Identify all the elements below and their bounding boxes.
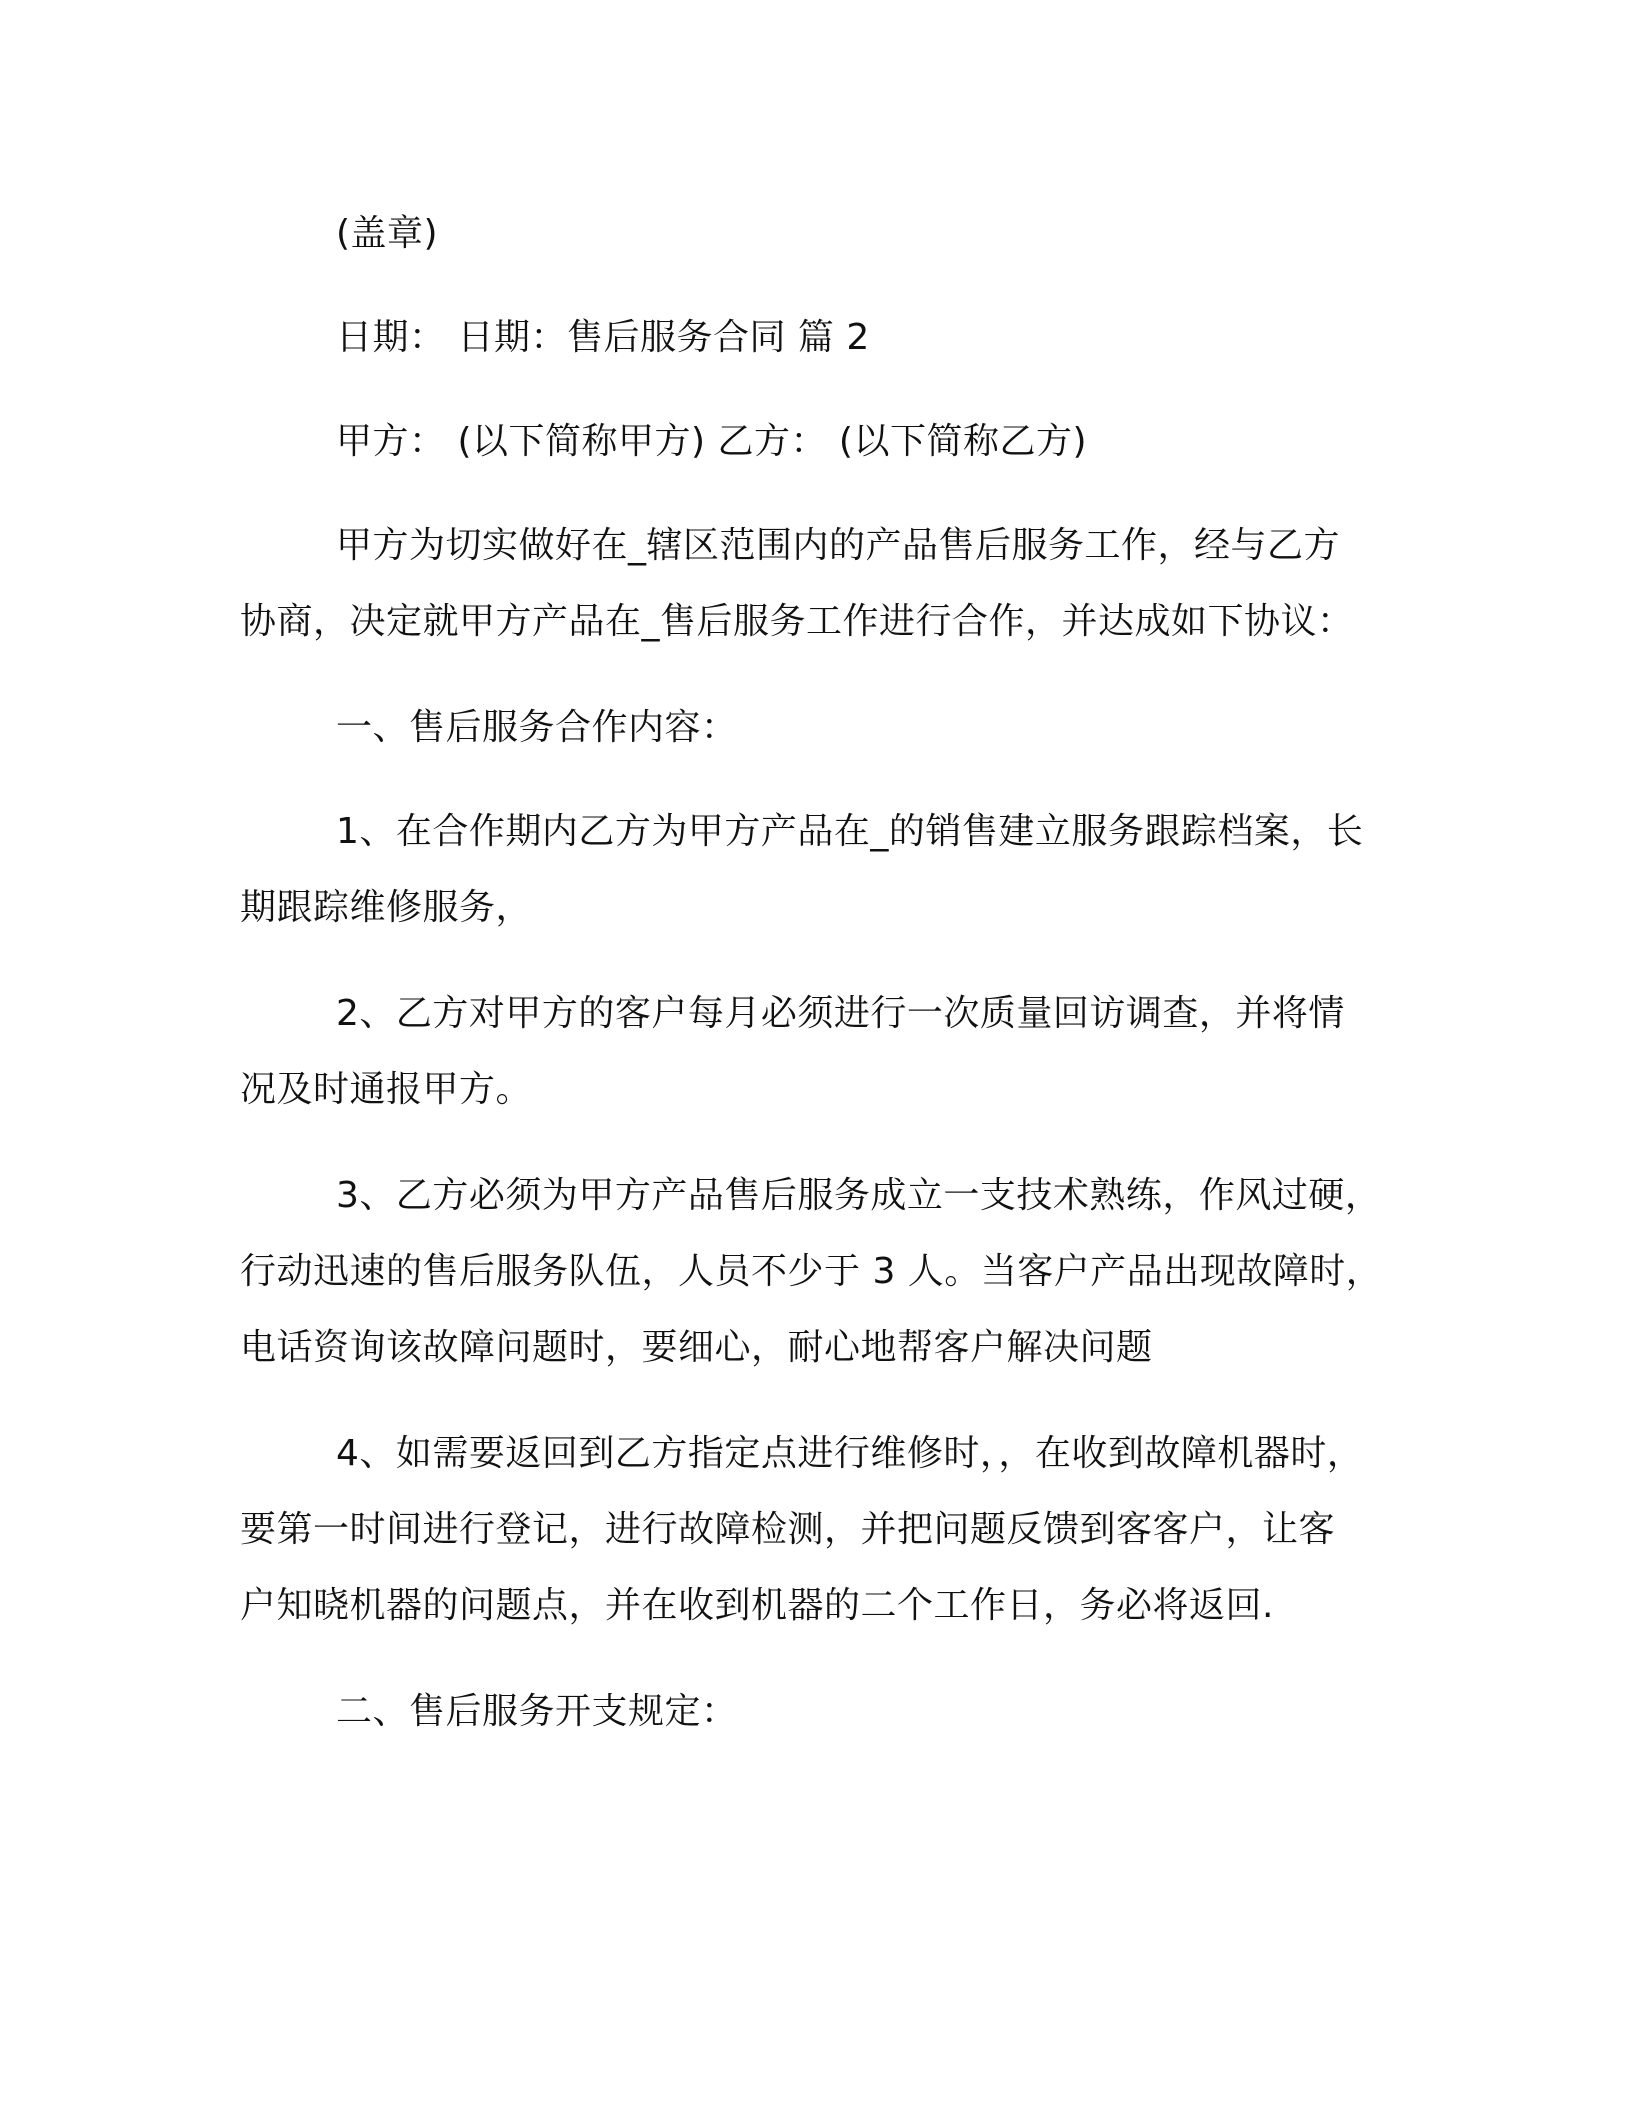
item-4-paragraph bbox=[240, 1416, 1390, 1644]
paragraph-line: 况及时通报甲方。 bbox=[240, 1069, 533, 1110]
intro-paragraph bbox=[240, 508, 1390, 660]
paragraph-line: 电话资询该故障问题时，要细心，耐心地帮客户解决问题 bbox=[240, 1327, 1153, 1368]
paragraph-line: 户知晓机器的问题点，并在收到机器的二个工作日，务必将返回. bbox=[240, 1585, 1274, 1626]
document-body bbox=[240, 196, 1390, 1750]
item-2-paragraph bbox=[240, 976, 1390, 1128]
section-1-title: 一、售后服务合作内容： bbox=[336, 707, 738, 748]
paragraph-line: 2、乙方对甲方的客户每月必须进行一次质量回访调查，并将情 bbox=[336, 993, 1345, 1034]
seal-line: (盖章) bbox=[336, 213, 439, 254]
paragraph-line: 3、乙方必须为甲方产品售后服务成立一支技术熟练，作风过硬， bbox=[336, 1175, 1382, 1216]
item-3-paragraph bbox=[240, 1158, 1390, 1386]
paragraph-line: 行动迅速的售后服务队伍，人员不少于 3 人。当客户产品出现故障时， bbox=[240, 1251, 1383, 1292]
paragraph-line: 甲方为切实做好在_辖区范围内的产品售后服务工作，经与乙方 bbox=[336, 525, 1341, 566]
paragraph-line: 期跟踪维修服务， bbox=[240, 887, 533, 928]
paragraph-line: 协商，决定就甲方产品在_售后服务工作进行合作，并达成如下协议： bbox=[240, 601, 1354, 642]
paragraph-line: 4、如需要返回到乙方指定点进行维修时，，在收到故障机器时， bbox=[336, 1433, 1364, 1474]
item-1-paragraph bbox=[240, 794, 1390, 946]
section-2-title: 二、售后服务开支规定： bbox=[336, 1691, 738, 1732]
paragraph-line: 1、在合作期内乙方为甲方产品在_的销售建立服务跟踪档案，长 bbox=[336, 811, 1364, 852]
paragraph-line: 要第一时间进行登记，进行故障检测，并把问题反馈到客客户，让客 bbox=[240, 1509, 1336, 1550]
date-line: 日期： 日期：售后服务合同 篇 2 bbox=[336, 317, 870, 358]
parties-line: 甲方： (以下简称甲方) 乙方： (以下简称乙方) bbox=[336, 421, 1088, 462]
